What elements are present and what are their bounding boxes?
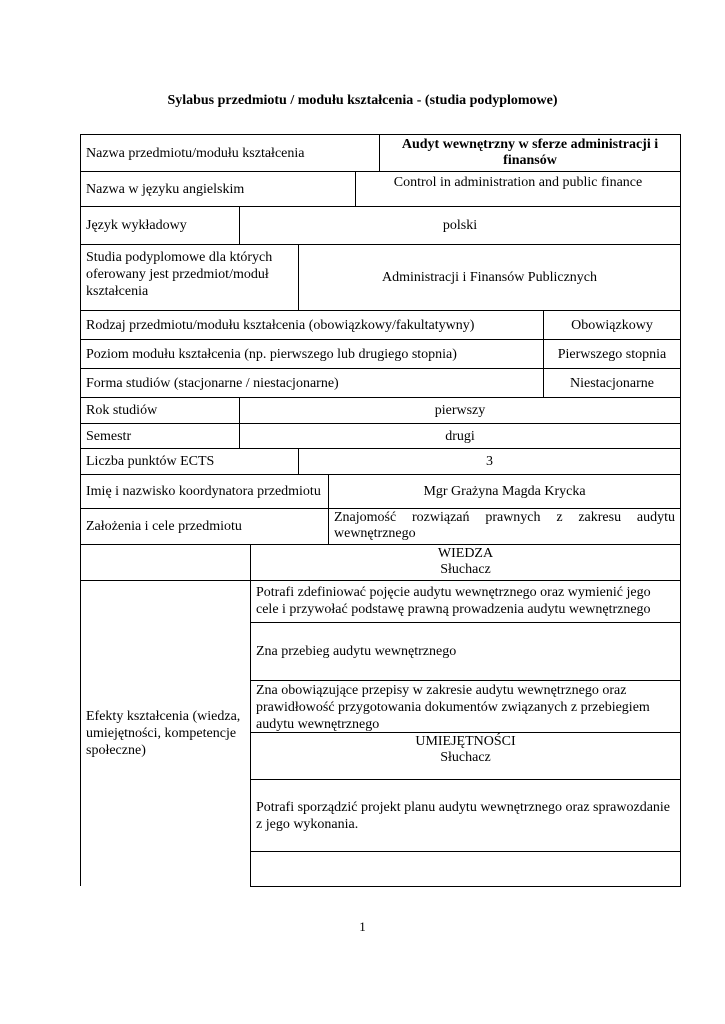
value-nazwa: Audyt wewnętrzny w sferze administracji i finansów (379, 134, 681, 171)
wiedza-item-1: Potrafi zdefiniować pojęcie audytu wewnętrznego oraz wymienić jego cele i przywołać podstawę prawną prowadzenia audytu wewnętrznego (250, 580, 681, 622)
wiedza-subtitle: Słuchacz (440, 562, 491, 577)
umiejetnosci-subtitle: Słuchacz (440, 750, 491, 765)
wiedza-title: WIEDZA (437, 546, 494, 561)
value-forma: Niestacjonarne (543, 368, 681, 397)
label-ects: Liczba punktów ECTS (80, 448, 298, 474)
umiejetnosci-item-1: Potrafi sporządzić projekt planu audytu wewnętrznego oraz sprawozdanie z jego wykonania. (250, 779, 681, 851)
value-nazwa-ang: Control in administration and public finance (355, 171, 681, 206)
wiedza-item-3: Zna obowiązujące przepisy w zakresie audytu wewnętrznego oraz prawidłowość przygotowania dokumentów związanych z przebiegiem audytu wewnętrznego (250, 680, 681, 732)
page-number: 1 (359, 919, 366, 934)
label-efekty: Efekty kształcenia (wiedza, umiejętności, kompetencje społeczne) (80, 580, 250, 886)
value-studia: Administracji i Finansów Publicznych (298, 244, 681, 310)
label-jezyk: Język wykładowy (80, 206, 239, 244)
label-rodzaj: Rodzaj przedmiotu/modułu kształcenia (obowiązkowy/fakultatywny) (80, 310, 543, 339)
value-jezyk: polski (239, 206, 681, 244)
label-zalozenia: Założenia i cele przedmiotu (80, 508, 328, 544)
wiedza-header (250, 544, 681, 580)
value-rok: pierwszy (239, 397, 681, 423)
label-forma: Forma studiów (stacjonarne / niestacjonarne) (80, 368, 543, 397)
document-title: Sylabus przedmiotu / modułu kształcenia - (studia podyplomowe) (167, 93, 558, 108)
label-koordynator: Imię i nazwisko koordynatora przedmiotu (80, 474, 328, 508)
umiejetnosci-header (250, 732, 681, 779)
label-poziom: Poziom modułu kształcenia (np. pierwszego lub drugiego stopnia) (80, 339, 543, 368)
zalozenia-line: Znajomość rozwiązań prawnych z zakresu audytu wewnętrznego (334, 510, 675, 541)
label-nazwa-ang: Nazwa w języku angielskim (80, 171, 355, 206)
label-semestr: Semestr (80, 423, 239, 448)
label-rok: Rok studiów (80, 397, 239, 423)
value-ects: 3 (298, 448, 681, 474)
value-koordynator: Mgr Grażyna Magda Krycka (328, 474, 681, 508)
label-nazwa: Nazwa przedmiotu/modułu kształcenia (80, 134, 379, 171)
wiedza-item-2: Zna przebieg audytu wewnętrznego (250, 622, 681, 680)
label-studia: Studia podyplomowe dla których oferowany jest przedmiot/moduł kształcenia (80, 244, 298, 310)
value-semestr: drugi (239, 423, 681, 448)
value-zalozenia (328, 508, 681, 544)
blank-left-cell (80, 544, 250, 580)
value-rodzaj: Obowiązkowy (543, 310, 681, 339)
umiejetnosci-title: UMIEJĘTNOŚCI (415, 734, 516, 749)
value-poziom: Pierwszego stopnia (543, 339, 681, 368)
empty-row (250, 851, 681, 887)
